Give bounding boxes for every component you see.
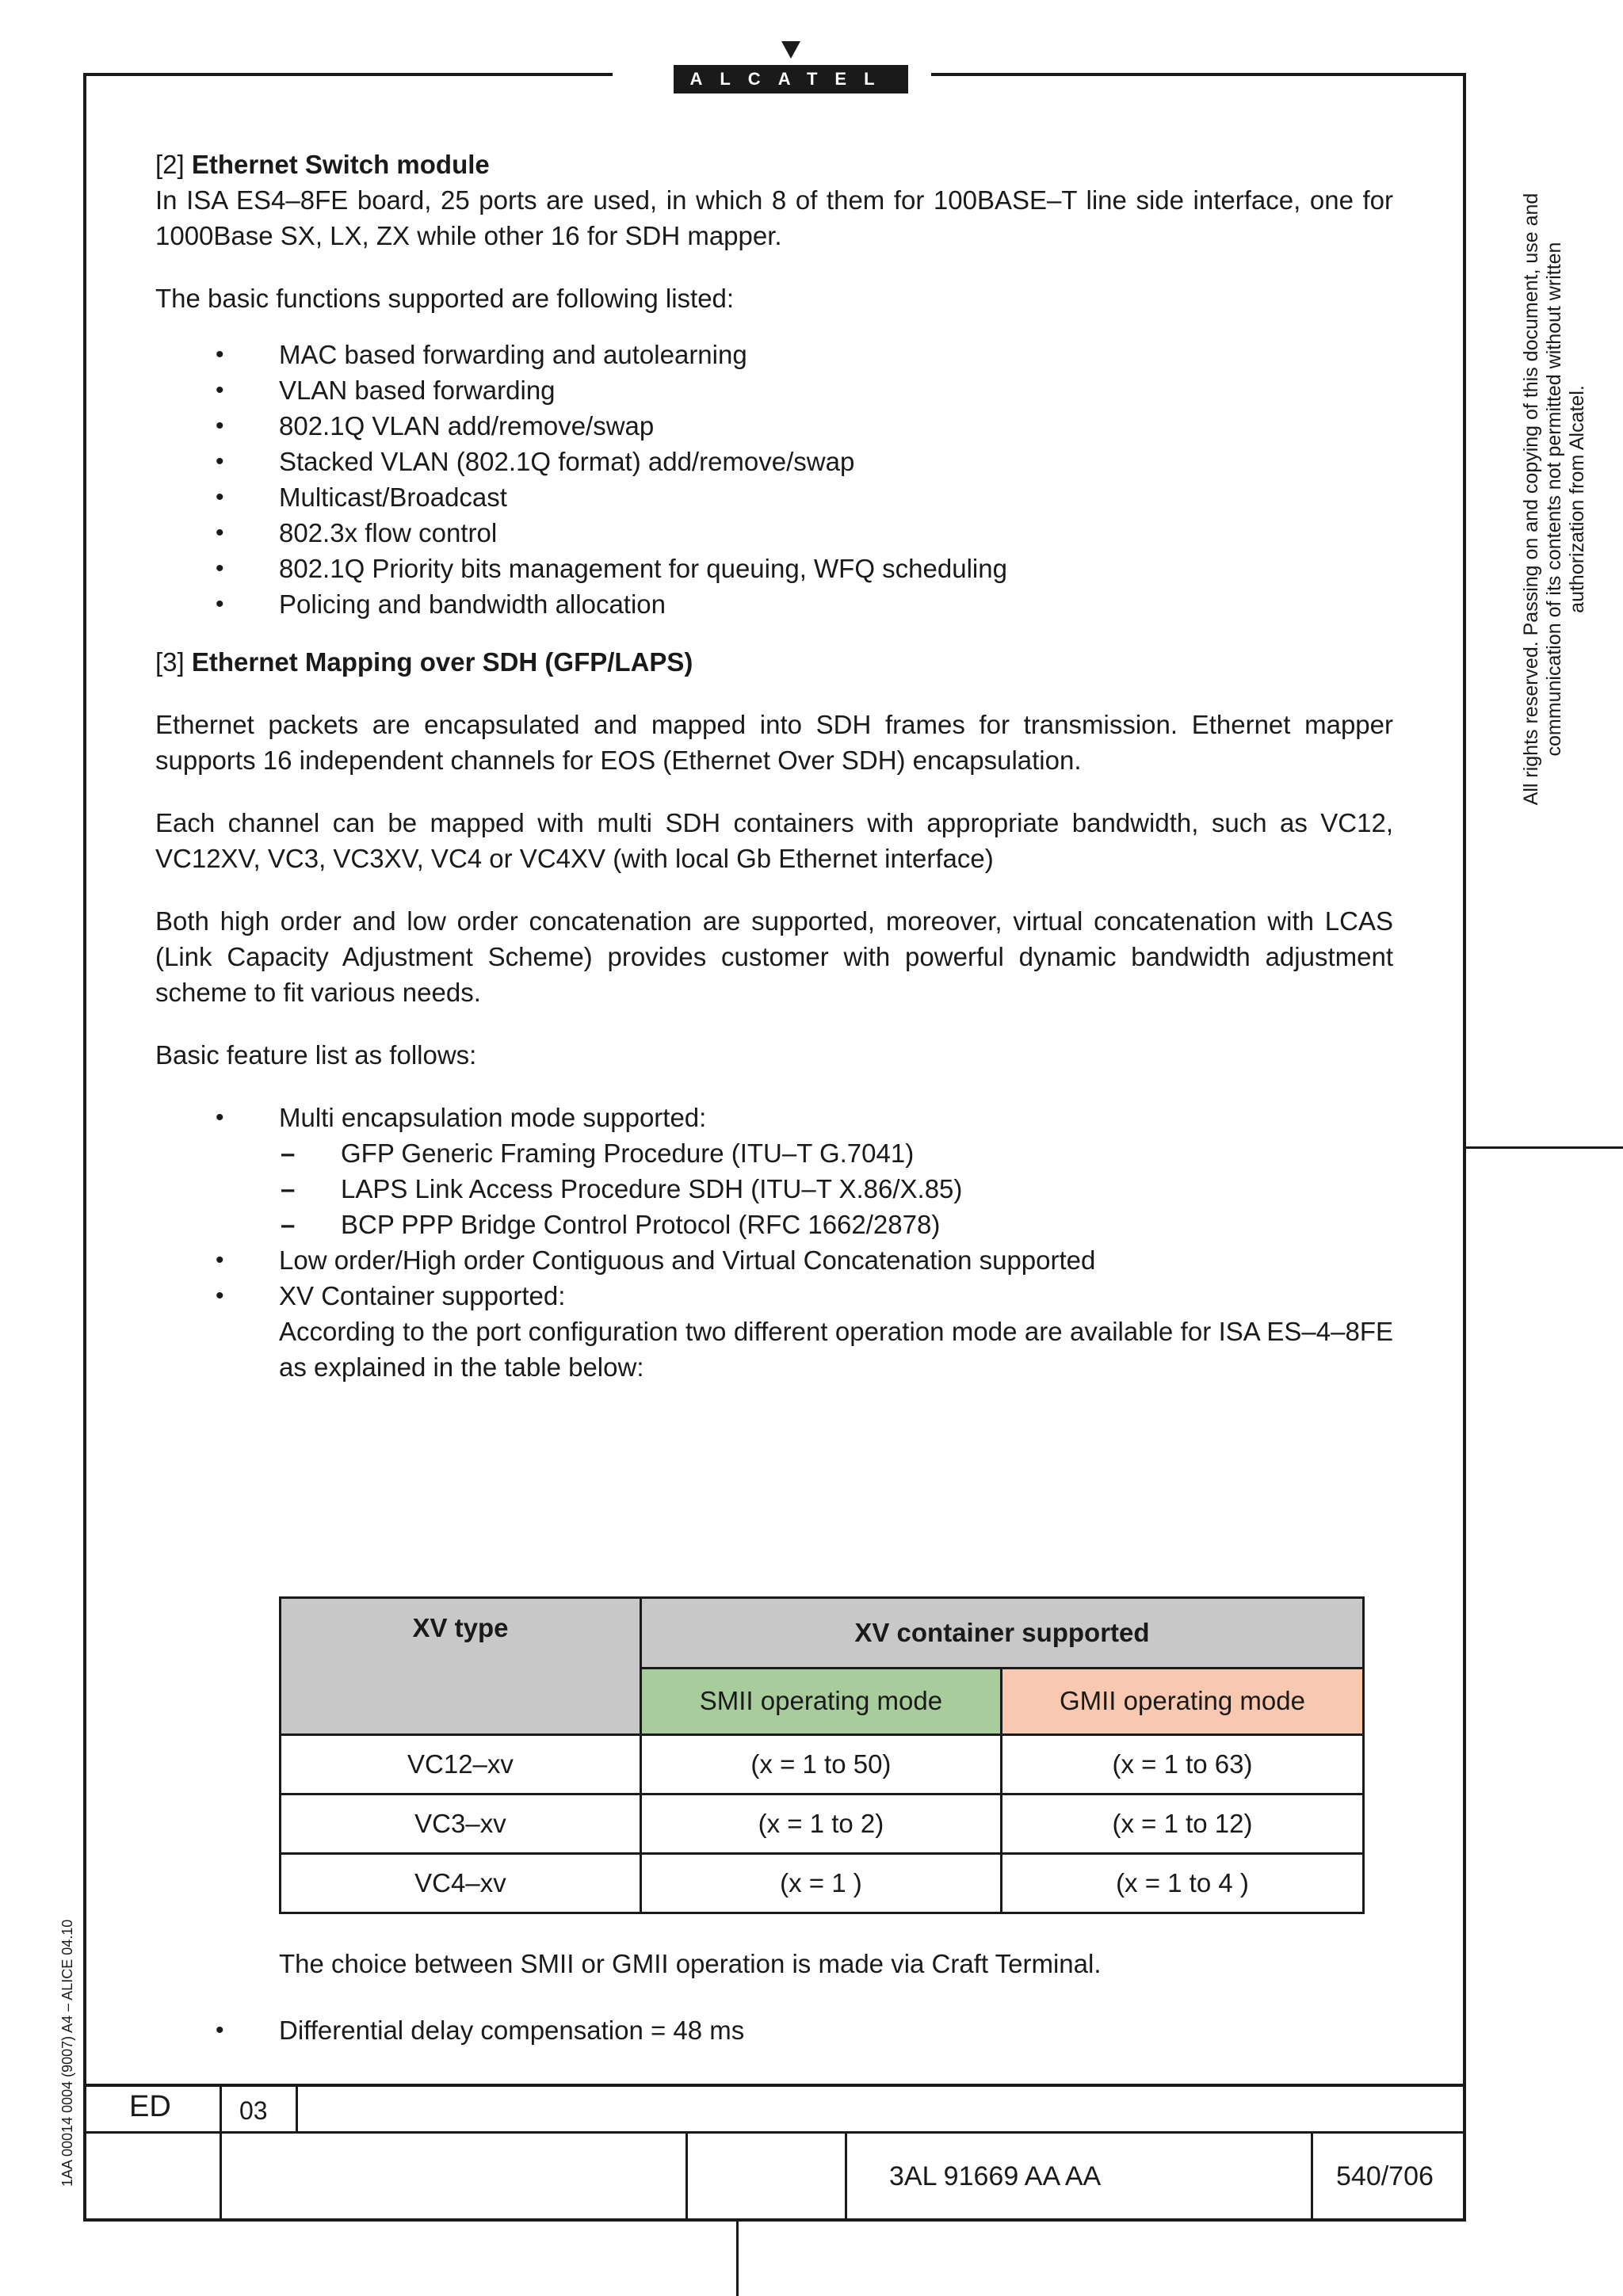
feature-text: Differential delay compensation = 48 ms bbox=[279, 2016, 745, 2045]
list-item: • 802.1Q VLAN add/remove/swap bbox=[155, 408, 1393, 444]
feature-text: XV Container supported: bbox=[279, 1281, 566, 1310]
header-xv-type: XV type bbox=[281, 1598, 641, 1735]
cell-gmii: (x = 1 to 63) bbox=[1001, 1735, 1363, 1794]
footer-divider bbox=[1311, 2133, 1313, 2220]
page-number: 540/706 bbox=[1336, 2161, 1434, 2191]
paragraph: Both high order and low order concatenation are supported, moreover, virtual concatenation with LCAS (Link Capacity Adjustment Scheme) provides customer with powerful dynamic bandwidth adjustment scheme to fit various needs. bbox=[155, 906, 1393, 1007]
table-row bbox=[281, 1854, 1364, 1913]
list-item: • 802.1Q Priority bits management for queuing, WFQ scheduling bbox=[155, 551, 1393, 586]
footer-divider bbox=[220, 2085, 222, 2220]
document-number: 3AL 91669 AA AA bbox=[889, 2161, 1102, 2191]
bullet-icon: • bbox=[216, 1104, 224, 1131]
table-note: The choice between SMII or GMII operation is made via Craft Terminal. bbox=[279, 1949, 1102, 1978]
footer-divider bbox=[296, 2085, 298, 2133]
document-body bbox=[155, 147, 1393, 1412]
feature-text: Low order/High order Contiguous and Virtual Concatenation supported bbox=[279, 1245, 1096, 1275]
section-title: Ethernet Mapping over SDH (GFP/LAPS) bbox=[191, 647, 693, 677]
paragraph: In ISA ES4–8FE board, 25 ports are used, in which 8 of them for 100BASE–T line side interface, one for 1000Base SX, LX, ZX while other 16 for SDH mapper. bbox=[155, 185, 1393, 250]
footer-divider bbox=[845, 2133, 847, 2220]
feature-item bbox=[155, 1278, 1393, 1385]
frame-right-tick bbox=[1463, 1146, 1623, 1149]
frame-bottom-tick bbox=[736, 2220, 739, 2296]
table-header-row bbox=[281, 1598, 1364, 1669]
functions-list bbox=[155, 337, 1393, 622]
section-number: [3] bbox=[155, 647, 185, 677]
feature-text: Multi encapsulation mode supported: bbox=[279, 1103, 707, 1132]
copyright-notice: All rights reserved. Passing on and copying of this document, use and communication of its contents not permitted without written authorization from Alcatel. bbox=[1520, 193, 1588, 806]
header-smii: SMII operating mode bbox=[640, 1668, 1001, 1734]
list-item: • Policing and bandwidth allocation bbox=[155, 586, 1393, 622]
dash-icon: – bbox=[281, 1138, 296, 1168]
paragraph: The basic functions supported are following listed: bbox=[155, 284, 735, 313]
feature-description: According to the port configuration two different operation mode are available for ISA ES–4–8FE as explained in the table below: bbox=[279, 1317, 1393, 1382]
list-item: • 802.3x flow control bbox=[155, 515, 1393, 551]
encap-mode-text: BCP PPP Bridge Control Protocol (RFC 1662/2878) bbox=[341, 1210, 941, 1239]
encap-mode-item bbox=[155, 1207, 1393, 1242]
footer-divider bbox=[685, 2133, 688, 2220]
footer-line-top bbox=[83, 2084, 1466, 2087]
header-xv-supported: XV container supported bbox=[640, 1598, 1363, 1669]
cell-gmii: (x = 1 to 12) bbox=[1001, 1794, 1363, 1854]
logo-triangle-icon bbox=[781, 41, 800, 59]
cell-smii: (x = 1 ) bbox=[640, 1854, 1001, 1913]
cell-type: VC4–xv bbox=[281, 1854, 641, 1913]
cell-type: VC3–xv bbox=[281, 1794, 641, 1854]
paragraph: Each channel can be mapped with multi SDH containers with appropriate bandwidth, such as VC12, VC12XV, VC3, VC3XV, VC4 or VC4XV (with local Gb Ethernet interface) bbox=[155, 808, 1393, 873]
encap-mode-text: LAPS Link Access Procedure SDH (ITU–T X.86/X.85) bbox=[341, 1174, 963, 1203]
bullet-icon: • bbox=[216, 1247, 224, 1273]
list-item: • Multicast/Broadcast bbox=[155, 479, 1393, 515]
section-3-heading bbox=[155, 644, 1393, 680]
section-title: Ethernet Switch module bbox=[191, 150, 490, 179]
encap-mode-text: GFP Generic Framing Procedure (ITU–T G.7041) bbox=[341, 1138, 915, 1168]
feature-item bbox=[155, 1100, 1393, 1135]
dash-icon: – bbox=[281, 1210, 296, 1239]
feature-item bbox=[155, 2012, 1517, 2048]
encap-mode-item bbox=[155, 1171, 1393, 1207]
cell-smii: (x = 1 to 50) bbox=[640, 1735, 1001, 1794]
bullet-icon: • bbox=[216, 2017, 224, 2043]
frame-left bbox=[83, 73, 86, 2222]
cell-type: VC12–xv bbox=[281, 1735, 641, 1794]
section-number: [2] bbox=[155, 150, 185, 179]
list-item: • Stacked VLAN (802.1Q format) add/remove/swap bbox=[155, 444, 1393, 479]
section-2-heading bbox=[155, 147, 1393, 182]
encap-mode-item bbox=[155, 1135, 1393, 1171]
xv-container-table bbox=[279, 1596, 1365, 1914]
cell-gmii: (x = 1 to 4 ) bbox=[1001, 1854, 1363, 1913]
list-item: • VLAN based forwarding bbox=[155, 372, 1393, 408]
cell-smii: (x = 1 to 2) bbox=[640, 1794, 1001, 1854]
edition-value: 03 bbox=[239, 2096, 268, 2125]
dash-icon: – bbox=[281, 1174, 296, 1203]
footer-line-mid bbox=[83, 2131, 1466, 2134]
bullet-icon: • bbox=[216, 1283, 224, 1309]
paragraph: Basic feature list as follows: bbox=[155, 1040, 477, 1070]
table-row bbox=[281, 1735, 1364, 1794]
header-gmii: GMII operating mode bbox=[1001, 1668, 1363, 1734]
frame-bottom bbox=[83, 2218, 1466, 2222]
frame-top-right bbox=[931, 73, 1466, 76]
feature-item bbox=[155, 1242, 1393, 1278]
form-code: 1AA 00014 0004 (9007) A4 – ALICE 04.10 bbox=[59, 1919, 75, 2187]
paragraph: Ethernet packets are encapsulated and mapped into SDH frames for transmission. Ethernet mapper supports 16 independent channels for EOS (Ethernet Over SDH) encapsulation. bbox=[155, 710, 1393, 775]
alcatel-logo: ALCATEL bbox=[674, 65, 908, 93]
list-item: • MAC based forwarding and autolearning bbox=[155, 337, 1393, 372]
frame-top-left bbox=[83, 73, 613, 76]
table-row bbox=[281, 1794, 1364, 1854]
edition-label: ED bbox=[129, 2090, 171, 2123]
